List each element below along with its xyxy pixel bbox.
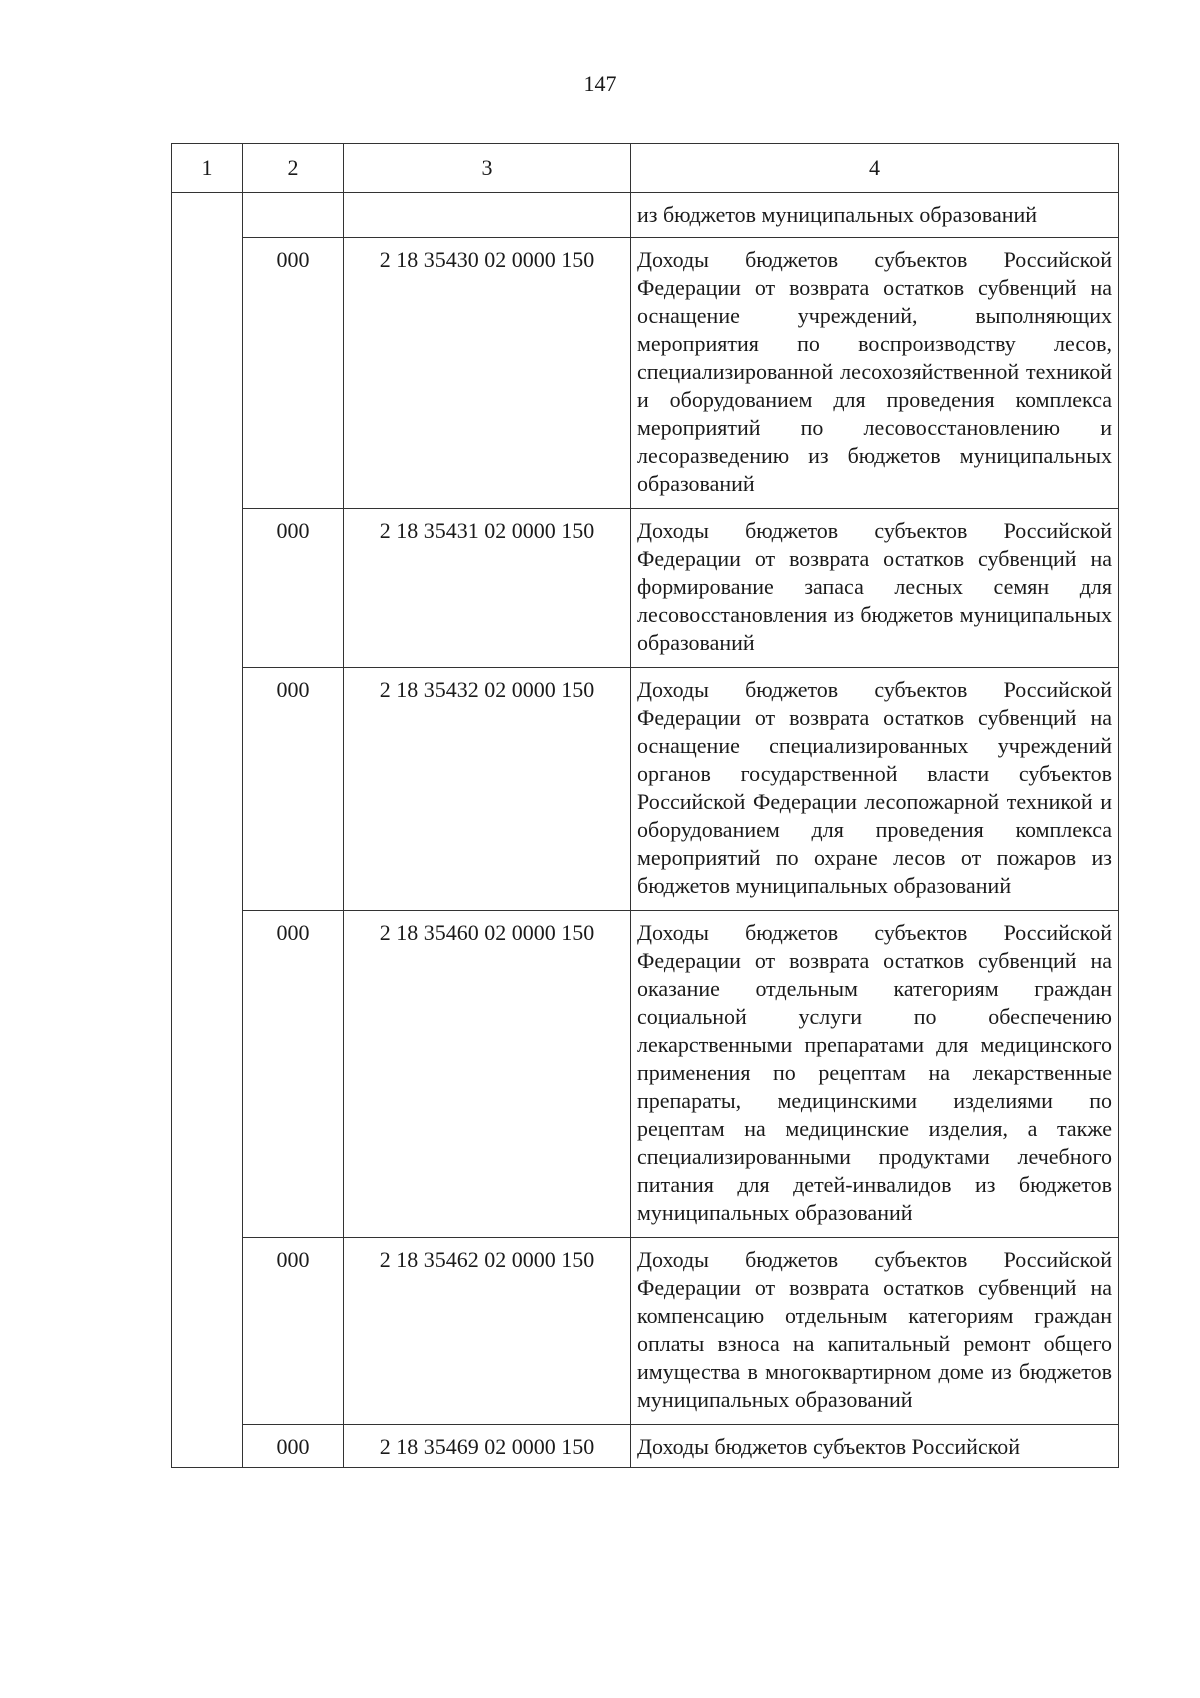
column-header-2: 2: [243, 144, 344, 193]
admin-code-cell: 000: [243, 911, 344, 1238]
classification-code-cell: 2 18 35469 02 0000 150: [344, 1425, 631, 1468]
classification-code-cell: 2 18 35430 02 0000 150: [344, 238, 631, 509]
admin-code-cell: 000: [243, 509, 344, 668]
table-row: [172, 193, 1119, 238]
description-cell: Доходы бюджетов субъектов Российской Федерации от возврата остатков субвенций на оснащение специализированных учреждений органов государственной власти субъектов Российской Федерации лесопожарной техникой и оборудованием для проведения комплекса мероприятий по охране лесов от пожаров из бюджетов муниципальных образований: [631, 668, 1119, 911]
admin-code-cell: [243, 193, 344, 238]
table-row: [172, 911, 1119, 1238]
description-cell: Доходы бюджетов субъектов Российской Федерации от возврата остатков субвенций на оснащение учреждений, выполняющих мероприятия по воспроизводству лесов, специализированной лесохозяйственной техникой и оборудованием для проведения комплекса мероприятий по лесовосстановлению и лесоразведению из бюджетов муниципальных образований: [631, 238, 1119, 509]
column-header-4: 4: [631, 144, 1119, 193]
column-header-3: 3: [344, 144, 631, 193]
description-cell: Доходы бюджетов субъектов Российской: [631, 1425, 1119, 1468]
column-1-cell: [172, 193, 243, 1468]
column-header-1: 1: [172, 144, 243, 193]
description-cell: Доходы бюджетов субъектов Российской Федерации от возврата остатков субвенций на формирование запаса лесных семян для лесовосстановления из бюджетов муниципальных образований: [631, 509, 1119, 668]
classification-code-cell: 2 18 35460 02 0000 150: [344, 911, 631, 1238]
revenue-codes-table: [171, 143, 1119, 1468]
table-row: [172, 509, 1119, 668]
admin-code-cell: 000: [243, 668, 344, 911]
table-row: [172, 668, 1119, 911]
table-header-row: [172, 144, 1119, 193]
description-cell: Доходы бюджетов субъектов Российской Федерации от возврата остатков субвенций на оказание отдельным категориям граждан социальной услуги по обеспечению лекарственными препаратами для медицинского применения по рецептам на лекарственные препараты, медицинскими изделиями по рецептам на медицинские изделия, а также специализированными продуктами лечебного питания для детей-инвалидов из бюджетов муниципальных образований: [631, 911, 1119, 1238]
admin-code-cell: 000: [243, 238, 344, 509]
classification-code-cell: 2 18 35462 02 0000 150: [344, 1238, 631, 1425]
table-row: [172, 1238, 1119, 1425]
admin-code-cell: 000: [243, 1425, 344, 1468]
admin-code-cell: 000: [243, 1238, 344, 1425]
description-cell: из бюджетов муниципальных образований: [631, 193, 1119, 238]
description-cell: Доходы бюджетов субъектов Российской Федерации от возврата остатков субвенций на компенсацию отдельным категориям граждан оплаты взноса на капитальный ремонт общего имущества в многоквартирном доме из бюджетов муниципальных образований: [631, 1238, 1119, 1425]
page-number: 147: [583, 71, 617, 96]
classification-code-cell: 2 18 35432 02 0000 150: [344, 668, 631, 911]
table-row: [172, 1425, 1119, 1468]
classification-code-cell: [344, 193, 631, 238]
classification-code-cell: 2 18 35431 02 0000 150: [344, 509, 631, 668]
table-row: [172, 238, 1119, 509]
